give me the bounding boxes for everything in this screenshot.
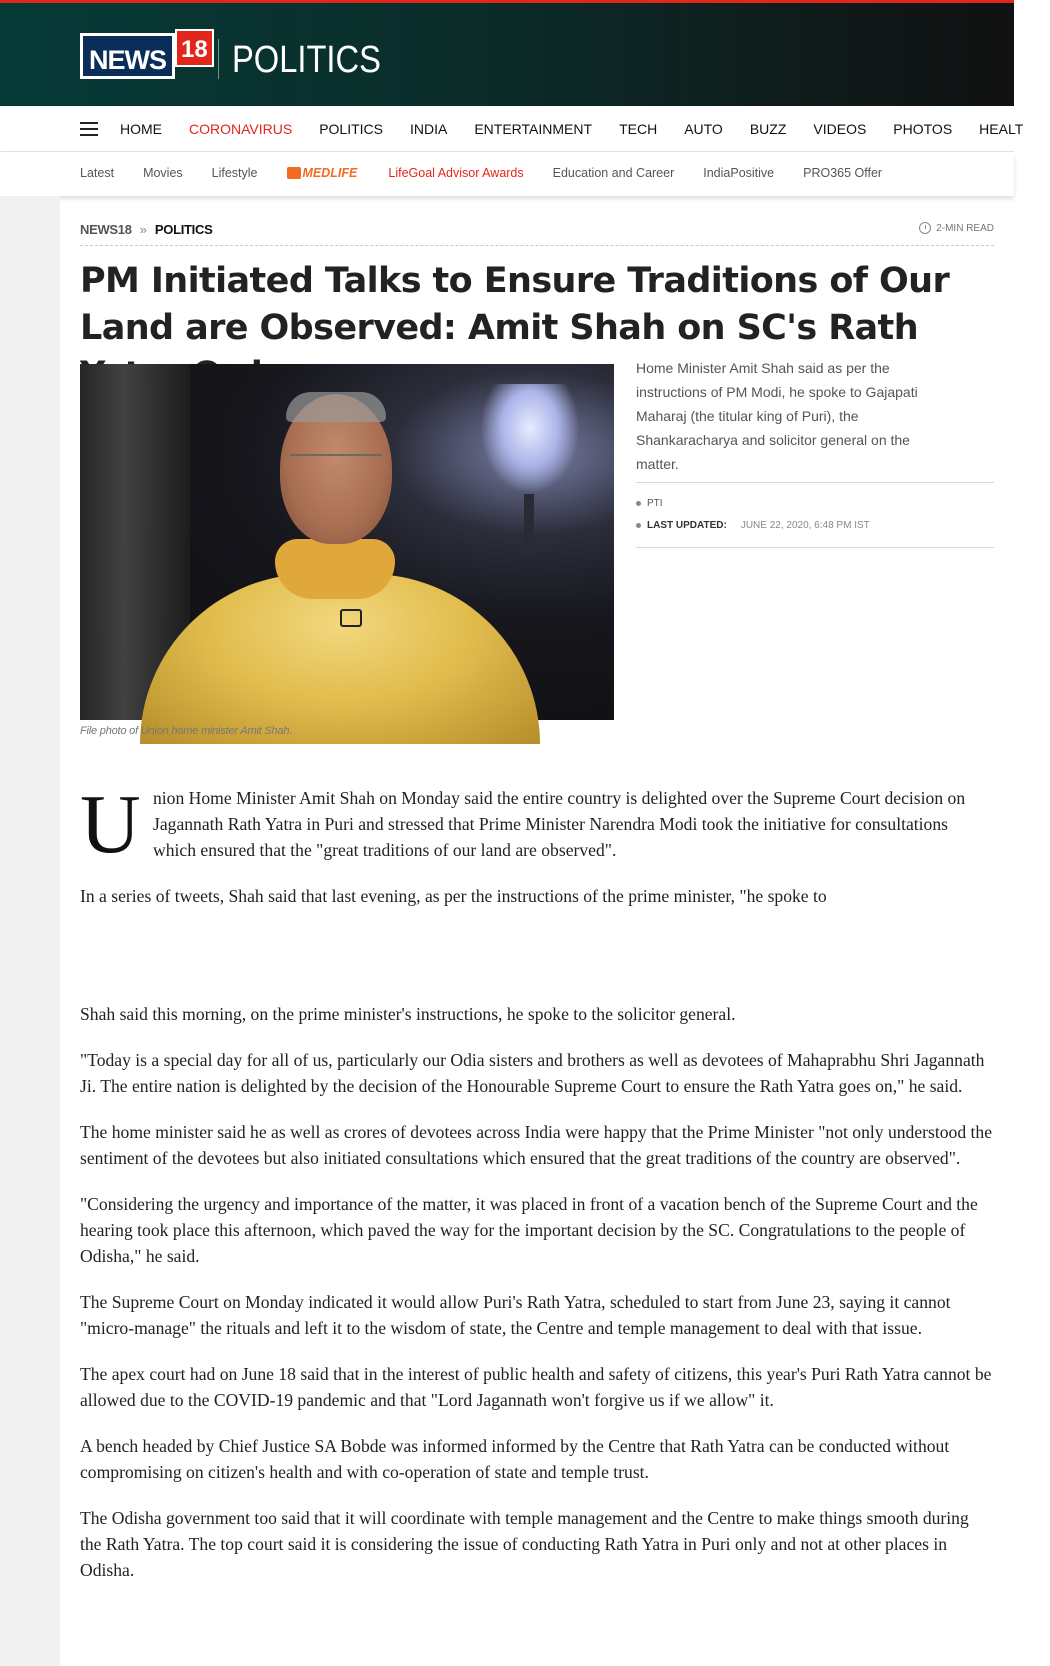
article-source [636,498,663,509]
nav-item-tech[interactable]: TECH [619,121,658,137]
nav-item-politics[interactable]: POLITICS [319,121,383,137]
breadcrumb-separator: » [139,222,147,237]
breadcrumb-root[interactable]: NEWS18 [80,222,132,237]
subnav-medlife[interactable] [287,166,358,180]
paragraph: Shah said this morning, on the prime minister's instructions, he spoke to the solicitor general. [80,1004,736,1024]
site-header [0,0,1014,106]
header-divider [218,39,219,79]
sub-nav [0,152,1014,196]
breadcrumb [80,222,212,237]
logo-news-text: NEWS [80,33,175,79]
paragraph: The Supreme Court on Monday indicated it would allow Puri's Rath Yatra, scheduled to start from June 23, saying it cannot "micro-manage" the rituals and left it to the wisdom of state, the Centre and temple management to deal with that issue. [80,1292,951,1338]
bullet-icon [636,523,641,528]
paragraph: The Odisha government too said that it will coordinate with temple management and the Centre to make things smooth during the Rath Yatra. The top court said it is considering the issue of conducting Rath Yatra in Puri only and not at other places in Odisha. [80,1508,969,1580]
hamburger-menu-icon[interactable] [80,122,98,136]
subnav-lifestyle[interactable]: Lifestyle [211,166,258,180]
meta-divider-bottom [636,547,994,548]
article-summary: Home Minister Amit Shah said as per the instructions of PM Modi, he spoke to Gajapati Maharaj (the titular king of Puri), the Shankaracharya and solicitor general on the matter. [636,360,918,472]
read-time-label: 2-MIN READ [936,222,994,234]
subnav-movies[interactable]: Movies [143,166,183,180]
nav-item-healt[interactable]: HEALT [979,121,1024,137]
nav-item-entertainment[interactable]: ENTERTAINMENT [474,121,593,137]
paragraph: "Today is a special day for all of us, particularly our Odia sisters and brothers as well as devotees of Mahaprabhu Shri Jagannath Ji. The entire nation is delighted by the decision of the Honourable Supreme Court to ensure the Rath Yatra goes on," he said. [80,1050,985,1096]
last-updated-date: JUNE 22, 2020, 6:48 PM IST [740,520,870,531]
nav-item-auto[interactable]: AUTO [684,121,723,137]
meta-divider-top [636,482,994,483]
main-nav [0,106,1024,152]
bullet-icon [636,501,641,506]
breadcrumb-divider [80,245,994,246]
medlife-label: MEDLIFE [302,166,358,180]
lead-text: nion Home Minister Amit Shah on Monday said the entire country is delighted over the Supreme Court decision on Jagannath Rath Yatra in Puri and stressed that Prime Minister Narendra Modi took the initiative for consultations which ensured that the "great traditions of our land are observed". [153,788,966,860]
news18-logo[interactable] [80,33,214,79]
hero-image [80,364,614,720]
embed-placeholder [80,929,994,1001]
section-title[interactable]: POLITICS [232,39,381,81]
nav-item-photos[interactable]: PHOTOS [893,121,953,137]
medlife-logo-icon [287,167,301,179]
breadcrumb-section[interactable]: POLITICS [154,222,213,237]
lead-paragraph [80,778,994,871]
nav-item-buzz[interactable]: BUZZ [749,121,787,137]
clock-icon [919,222,931,234]
subnav-indiapositive[interactable]: IndiaPositive [703,166,775,180]
subnav-latest[interactable]: Latest [80,166,115,180]
nav-item-home[interactable]: HOME [120,121,162,137]
left-gutter [0,196,60,1666]
paragraph: In a series of tweets, Shah said that last evening, as per the instructions of the prime minister, "he spoke to [80,886,827,906]
nav-items [120,121,1050,137]
subnav-lifegoal[interactable]: LifeGoal Advisor Awards [388,166,524,180]
subnav-education[interactable]: Education and Career [552,166,675,180]
nav-item-india[interactable]: INDIA [410,121,448,137]
paragraph: The home minister said he as well as crores of devotees across India were happy that the Prime Minister "not only understood the sentiment of the devotees but also initiated consultations which ensured that the great traditions of the country are observed". [80,1122,993,1168]
nav-item-videos[interactable]: VIDEOS [813,121,867,137]
paragraph: The apex court had on June 18 said that in the interest of public health and safety of citizens, this year's Puri Rath Yatra cannot be allowed due to the COVID-19 pandemic and that "Lord Jagannath won't forgive us if we allow" it. [80,1364,992,1410]
subnav-pro365[interactable]: PRO365 Offer [803,166,883,180]
read-time [919,222,994,234]
last-updated-label: LAST UPDATED: [647,520,727,531]
paragraph: A bench headed by Chief Justice SA Bobde was informed informed by the Centre that Rath Yatra can be conducted without compromising on citizen's health and with co-operation of state and temple trust. [80,1436,950,1482]
article-headline: PM Initiated Talks to Ensure Traditions of Our Land are Observed: Amit Shah on SC's Rath [80,261,950,348]
paragraph: "Considering the urgency and importance of the matter, it was placed in front of a vacation bench of the Supreme Court and the hearing took place this afternoon, which paved the way for the important decision by the SC. Congratulations to the people of Odisha," he said. [80,1194,978,1266]
source-label: PTI [647,498,663,509]
nav-item-coronavirus[interactable]: CORONAVIRUS [189,121,293,137]
logo-18-badge: 18 [175,29,214,67]
drop-cap: U [80,778,141,871]
last-updated [636,520,870,531]
image-caption: File photo of Union home minister Amit Shah. [80,725,293,737]
article-body [80,778,994,1603]
